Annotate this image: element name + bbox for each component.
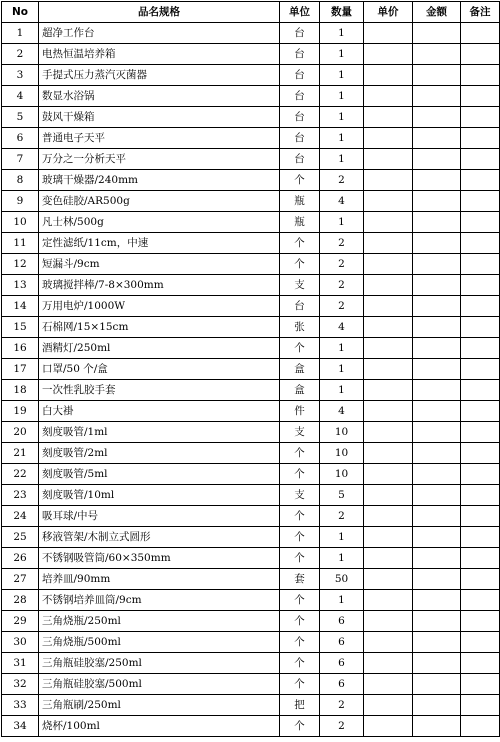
row-remarks <box>461 485 500 506</box>
row-amount <box>413 359 461 380</box>
row-item-spec: 烧杯/100ml <box>39 716 280 737</box>
row-amount <box>413 65 461 86</box>
row-quantity: 2 <box>320 254 364 275</box>
header-item-spec: 品名规格 <box>39 2 280 23</box>
row-unit: 件 <box>280 401 320 422</box>
row-unit-price <box>364 317 413 338</box>
row-no: 15 <box>2 317 39 338</box>
row-no: 2 <box>2 44 39 65</box>
row-no: 26 <box>2 548 39 569</box>
row-remarks <box>461 170 500 191</box>
row-item-spec: 三角烧瓶/250ml <box>39 611 280 632</box>
row-amount <box>413 611 461 632</box>
row-item-spec: 三角烧瓶/500ml <box>39 632 280 653</box>
row-unit: 台 <box>280 23 320 44</box>
row-quantity: 1 <box>320 65 364 86</box>
row-remarks <box>461 527 500 548</box>
row-quantity: 5 <box>320 485 364 506</box>
row-unit-price <box>364 548 413 569</box>
row-unit-price <box>364 212 413 233</box>
table-row <box>2 233 500 254</box>
table-row <box>2 107 500 128</box>
table-row <box>2 44 500 65</box>
row-quantity: 6 <box>320 632 364 653</box>
table-row <box>2 506 500 527</box>
row-remarks <box>461 716 500 737</box>
row-remarks <box>461 23 500 44</box>
row-quantity: 1 <box>320 86 364 107</box>
row-no: 29 <box>2 611 39 632</box>
table-row <box>2 527 500 548</box>
row-no: 20 <box>2 422 39 443</box>
row-unit-price <box>364 233 413 254</box>
table-row <box>2 275 500 296</box>
row-remarks <box>461 317 500 338</box>
row-unit: 支 <box>280 275 320 296</box>
table-row <box>2 359 500 380</box>
row-remarks <box>461 86 500 107</box>
row-unit: 个 <box>280 716 320 737</box>
header-amount: 金额 <box>413 2 461 23</box>
row-item-spec: 三角瓶刷/250ml <box>39 695 280 716</box>
row-no: 11 <box>2 233 39 254</box>
row-item-spec: 短漏斗/9cm <box>39 254 280 275</box>
row-unit: 个 <box>280 338 320 359</box>
row-no: 34 <box>2 716 39 737</box>
row-item-spec: 刻度吸管/5ml <box>39 464 280 485</box>
row-quantity: 6 <box>320 653 364 674</box>
row-remarks <box>461 611 500 632</box>
table-row <box>2 128 500 149</box>
row-unit: 台 <box>280 149 320 170</box>
row-remarks <box>461 548 500 569</box>
table-row <box>2 65 500 86</box>
row-remarks <box>461 44 500 65</box>
row-no: 4 <box>2 86 39 107</box>
row-item-spec: 吸耳球/中号 <box>39 506 280 527</box>
row-quantity: 10 <box>320 464 364 485</box>
row-unit-price <box>364 86 413 107</box>
row-unit: 盒 <box>280 359 320 380</box>
row-unit-price <box>364 527 413 548</box>
row-amount <box>413 233 461 254</box>
header-no: No <box>2 2 39 23</box>
table-row <box>2 86 500 107</box>
row-amount <box>413 422 461 443</box>
row-remarks <box>461 107 500 128</box>
row-quantity: 4 <box>320 401 364 422</box>
row-quantity: 2 <box>320 506 364 527</box>
row-unit-price <box>364 695 413 716</box>
row-quantity: 2 <box>320 296 364 317</box>
row-no: 18 <box>2 380 39 401</box>
row-amount <box>413 380 461 401</box>
row-unit-price <box>364 401 413 422</box>
row-item-spec: 不锈钢吸管筒/60×350mm <box>39 548 280 569</box>
row-item-spec: 万分之一分析天平 <box>39 149 280 170</box>
row-unit: 瓶 <box>280 191 320 212</box>
table-row <box>2 611 500 632</box>
row-item-spec: 电热恒温培养箱 <box>39 44 280 65</box>
row-remarks <box>461 380 500 401</box>
row-quantity: 2 <box>320 695 364 716</box>
row-amount <box>413 149 461 170</box>
row-quantity: 50 <box>320 569 364 590</box>
table-row <box>2 443 500 464</box>
table-row <box>2 338 500 359</box>
table-row <box>2 716 500 737</box>
row-item-spec: 培养皿/90mm <box>39 569 280 590</box>
row-quantity: 1 <box>320 107 364 128</box>
table-row <box>2 380 500 401</box>
row-remarks <box>461 401 500 422</box>
row-remarks <box>461 149 500 170</box>
row-no: 19 <box>2 401 39 422</box>
row-amount <box>413 653 461 674</box>
row-unit-price <box>364 380 413 401</box>
row-unit: 盒 <box>280 380 320 401</box>
row-quantity: 1 <box>320 23 364 44</box>
row-unit: 台 <box>280 86 320 107</box>
row-quantity: 1 <box>320 380 364 401</box>
table-row <box>2 653 500 674</box>
row-amount <box>413 86 461 107</box>
row-no: 5 <box>2 107 39 128</box>
row-amount <box>413 569 461 590</box>
row-unit: 套 <box>280 569 320 590</box>
row-quantity: 1 <box>320 44 364 65</box>
row-amount <box>413 485 461 506</box>
row-amount <box>413 401 461 422</box>
table-row <box>2 254 500 275</box>
row-quantity: 10 <box>320 443 364 464</box>
row-item-spec: 玻璃干燥器/240mm <box>39 170 280 191</box>
row-item-spec: 超净工作台 <box>39 23 280 44</box>
row-item-spec: 移液管架/木制立式圆形 <box>39 527 280 548</box>
row-quantity: 1 <box>320 590 364 611</box>
row-unit: 个 <box>280 506 320 527</box>
row-remarks <box>461 275 500 296</box>
row-unit-price <box>364 632 413 653</box>
row-item-spec: 口罩/50 个/盒 <box>39 359 280 380</box>
table-row <box>2 170 500 191</box>
row-unit-price <box>364 128 413 149</box>
row-remarks <box>461 233 500 254</box>
row-unit-price <box>364 44 413 65</box>
row-unit: 支 <box>280 422 320 443</box>
row-remarks <box>461 569 500 590</box>
table-row <box>2 149 500 170</box>
table-row <box>2 422 500 443</box>
row-remarks <box>461 506 500 527</box>
row-remarks <box>461 338 500 359</box>
row-item-spec: 不锈钢培养皿筒/9cm <box>39 590 280 611</box>
row-quantity: 2 <box>320 233 364 254</box>
row-remarks <box>461 632 500 653</box>
row-remarks <box>461 128 500 149</box>
row-unit: 瓶 <box>280 212 320 233</box>
row-unit-price <box>364 296 413 317</box>
row-remarks <box>461 590 500 611</box>
row-quantity: 1 <box>320 338 364 359</box>
header-quantity: 数量 <box>320 2 364 23</box>
row-quantity: 2 <box>320 170 364 191</box>
row-item-spec: 白大褂 <box>39 401 280 422</box>
table-row <box>2 317 500 338</box>
table-row <box>2 548 500 569</box>
row-unit: 台 <box>280 65 320 86</box>
row-unit: 台 <box>280 296 320 317</box>
row-item-spec: 鼓风干燥箱 <box>39 107 280 128</box>
row-item-spec: 凡士林/500g <box>39 212 280 233</box>
row-unit-price <box>364 674 413 695</box>
row-unit: 把 <box>280 695 320 716</box>
row-quantity: 1 <box>320 548 364 569</box>
header-unit-price: 单价 <box>364 2 413 23</box>
row-quantity: 2 <box>320 716 364 737</box>
row-remarks <box>461 212 500 233</box>
row-unit: 个 <box>280 443 320 464</box>
row-quantity: 6 <box>320 611 364 632</box>
row-no: 30 <box>2 632 39 653</box>
row-unit: 个 <box>280 674 320 695</box>
row-item-spec: 万用电炉/1000W <box>39 296 280 317</box>
row-amount <box>413 590 461 611</box>
row-remarks <box>461 653 500 674</box>
row-amount <box>413 212 461 233</box>
row-unit: 张 <box>280 317 320 338</box>
row-unit: 个 <box>280 632 320 653</box>
row-remarks <box>461 254 500 275</box>
row-no: 7 <box>2 149 39 170</box>
row-item-spec: 酒精灯/250ml <box>39 338 280 359</box>
row-amount <box>413 632 461 653</box>
row-no: 1 <box>2 23 39 44</box>
row-item-spec: 三角瓶硅胶塞/500ml <box>39 674 280 695</box>
row-quantity: 10 <box>320 422 364 443</box>
row-unit: 个 <box>280 653 320 674</box>
table-header-row <box>2 2 500 23</box>
row-item-spec: 手提式压力蒸汽灭菌器 <box>39 65 280 86</box>
row-item-spec: 普通电子天平 <box>39 128 280 149</box>
row-amount <box>413 443 461 464</box>
table-row <box>2 674 500 695</box>
row-no: 10 <box>2 212 39 233</box>
table-row <box>2 23 500 44</box>
table-row <box>2 485 500 506</box>
header-remarks: 备注 <box>461 2 500 23</box>
row-unit-price <box>364 65 413 86</box>
row-unit: 支 <box>280 485 320 506</box>
row-unit-price <box>364 23 413 44</box>
row-amount <box>413 275 461 296</box>
row-remarks <box>461 359 500 380</box>
row-quantity: 2 <box>320 275 364 296</box>
row-amount <box>413 317 461 338</box>
row-quantity: 1 <box>320 149 364 170</box>
row-unit: 台 <box>280 107 320 128</box>
row-unit: 个 <box>280 233 320 254</box>
row-no: 33 <box>2 695 39 716</box>
row-remarks <box>461 191 500 212</box>
table-row <box>2 590 500 611</box>
row-amount <box>413 170 461 191</box>
row-no: 6 <box>2 128 39 149</box>
row-amount <box>413 527 461 548</box>
row-unit-price <box>364 569 413 590</box>
row-item-spec: 玻璃搅拌棒/7-8×300mm <box>39 275 280 296</box>
row-unit-price <box>364 590 413 611</box>
row-remarks <box>461 674 500 695</box>
row-quantity: 1 <box>320 527 364 548</box>
row-quantity: 1 <box>320 359 364 380</box>
row-quantity: 4 <box>320 191 364 212</box>
row-remarks <box>461 443 500 464</box>
row-unit-price <box>364 422 413 443</box>
row-unit-price <box>364 191 413 212</box>
row-unit-price <box>364 338 413 359</box>
row-unit: 个 <box>280 527 320 548</box>
row-amount <box>413 695 461 716</box>
row-quantity: 4 <box>320 317 364 338</box>
row-unit-price <box>364 254 413 275</box>
row-unit-price <box>364 506 413 527</box>
row-unit: 个 <box>280 590 320 611</box>
row-item-spec: 变色硅胶/AR500g <box>39 191 280 212</box>
row-no: 27 <box>2 569 39 590</box>
row-amount <box>413 338 461 359</box>
equipment-list-table <box>1 1 500 737</box>
row-quantity: 1 <box>320 128 364 149</box>
row-unit-price <box>364 485 413 506</box>
row-unit-price <box>364 611 413 632</box>
table-row <box>2 212 500 233</box>
row-unit: 个 <box>280 611 320 632</box>
table-row <box>2 401 500 422</box>
row-unit-price <box>364 443 413 464</box>
row-no: 3 <box>2 65 39 86</box>
table-row <box>2 191 500 212</box>
row-amount <box>413 107 461 128</box>
row-item-spec: 数显水浴锅 <box>39 86 280 107</box>
row-no: 13 <box>2 275 39 296</box>
row-unit: 个 <box>280 254 320 275</box>
row-quantity: 6 <box>320 674 364 695</box>
row-no: 17 <box>2 359 39 380</box>
table-row <box>2 569 500 590</box>
row-unit-price <box>364 275 413 296</box>
row-amount <box>413 23 461 44</box>
row-unit-price <box>364 149 413 170</box>
row-no: 22 <box>2 464 39 485</box>
row-unit-price <box>364 464 413 485</box>
row-item-spec: 一次性乳胶手套 <box>39 380 280 401</box>
row-no: 21 <box>2 443 39 464</box>
row-amount <box>413 128 461 149</box>
row-amount <box>413 254 461 275</box>
row-unit-price <box>364 716 413 737</box>
row-no: 24 <box>2 506 39 527</box>
row-item-spec: 石棉网/15×15cm <box>39 317 280 338</box>
row-amount <box>413 296 461 317</box>
row-amount <box>413 548 461 569</box>
row-unit: 个 <box>280 548 320 569</box>
row-no: 28 <box>2 590 39 611</box>
row-remarks <box>461 464 500 485</box>
row-unit-price <box>364 653 413 674</box>
row-item-spec: 定性滤纸/11cm，中速 <box>39 233 280 254</box>
row-item-spec: 刻度吸管/10ml <box>39 485 280 506</box>
row-amount <box>413 506 461 527</box>
row-amount <box>413 674 461 695</box>
row-amount <box>413 464 461 485</box>
row-no: 16 <box>2 338 39 359</box>
row-no: 9 <box>2 191 39 212</box>
row-unit-price <box>364 107 413 128</box>
table-row <box>2 695 500 716</box>
table-row <box>2 632 500 653</box>
row-unit: 台 <box>280 128 320 149</box>
row-amount <box>413 191 461 212</box>
row-item-spec: 三角瓶硅胶塞/250ml <box>39 653 280 674</box>
row-remarks <box>461 65 500 86</box>
row-no: 25 <box>2 527 39 548</box>
row-item-spec: 刻度吸管/1ml <box>39 422 280 443</box>
row-no: 12 <box>2 254 39 275</box>
table-row <box>2 464 500 485</box>
row-no: 31 <box>2 653 39 674</box>
row-unit-price <box>364 359 413 380</box>
row-amount <box>413 44 461 65</box>
header-unit: 单位 <box>280 2 320 23</box>
row-no: 8 <box>2 170 39 191</box>
row-unit: 台 <box>280 44 320 65</box>
row-unit: 个 <box>280 170 320 191</box>
row-remarks <box>461 296 500 317</box>
row-unit-price <box>364 170 413 191</box>
row-remarks <box>461 422 500 443</box>
row-item-spec: 刻度吸管/2ml <box>39 443 280 464</box>
row-no: 32 <box>2 674 39 695</box>
row-quantity: 1 <box>320 212 364 233</box>
row-amount <box>413 716 461 737</box>
table-row <box>2 296 500 317</box>
row-no: 23 <box>2 485 39 506</box>
row-remarks <box>461 695 500 716</box>
row-unit: 个 <box>280 464 320 485</box>
row-no: 14 <box>2 296 39 317</box>
